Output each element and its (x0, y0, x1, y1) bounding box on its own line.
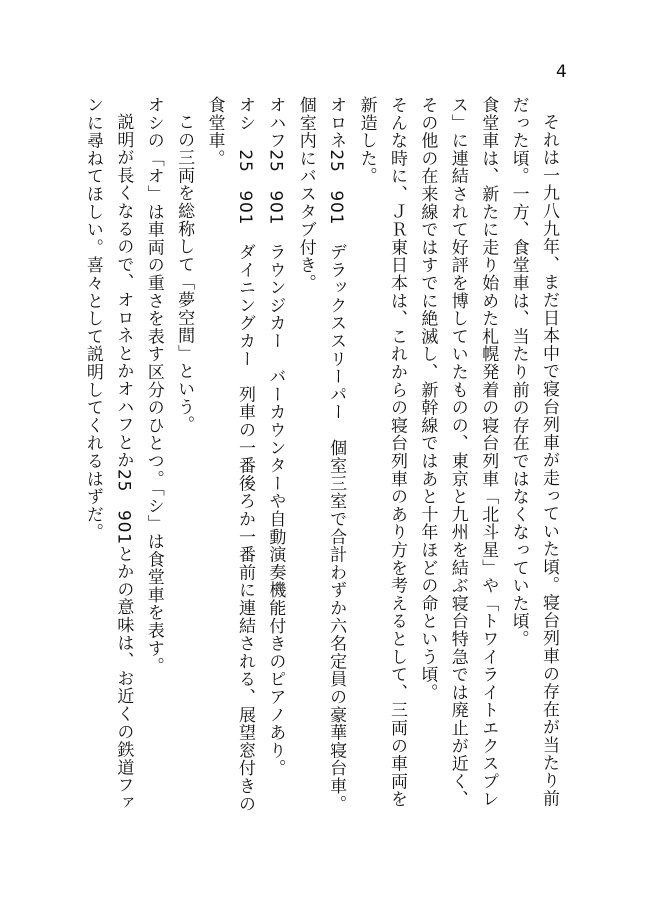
paragraph-oshi-meaning: オシの「オ」は車両の重さを表す区分のひとつ。「シ」は食堂車を表す。 (143, 96, 164, 675)
page-number: 4 (556, 62, 567, 82)
paragraph-yume-kukan: この三両を総称して「夢空間」という。 (174, 113, 195, 434)
paragraph-ask-rail-fan: 説明が長くなるので、オロネとかオハフとか25 901とかの意味は、お近くの鉄道ファンに尋ねてほしい。喜々として説明してくれるはずだ。 (82, 96, 134, 812)
car-entry-oshi: オシ 25 901 ダイニングカー 列車の一番後ろか一番前に連結される、展望窓付きの食堂車。 (204, 96, 255, 813)
paragraph-dining-car-status: 食堂車は、新たに走り始めた札幌発着の寝台列車「北斗星」や「トワイライトエクスプレス」に連結されて好評を博していたものの、東京と九州を結ぶ寝台特急では廃止が近く、その他の在来線ではすでに絶滅し、新幹線ではあと十年ほどの命という頃。 (417, 96, 499, 808)
paragraph-era: それは一九八九年、まだ日本中で寝台列車が走っていた頃。寝台列車の存在が当たり前だった頃。一方、食堂車は、当たり前の存在ではなくなっていた頃。 (508, 96, 559, 808)
paragraph-jr-east-new-cars: そんな時に、ＪＲ東日本は、これからの寝台列車のあり方を考えるとして、三両の車両を新造した。 (356, 96, 407, 808)
vertical-text-body (78, 96, 565, 816)
car-entry-orone: オロネ25 901 デラックススリーパー 個室三室で合計わずか六名定員の豪華寝台車。個室内にバスタブ付き。 (295, 96, 347, 813)
car-entry-ohafu: オハフ25 901 ラウンジカー バーカウンターや自動演奏機能付きのピアノあり。 (265, 96, 286, 778)
